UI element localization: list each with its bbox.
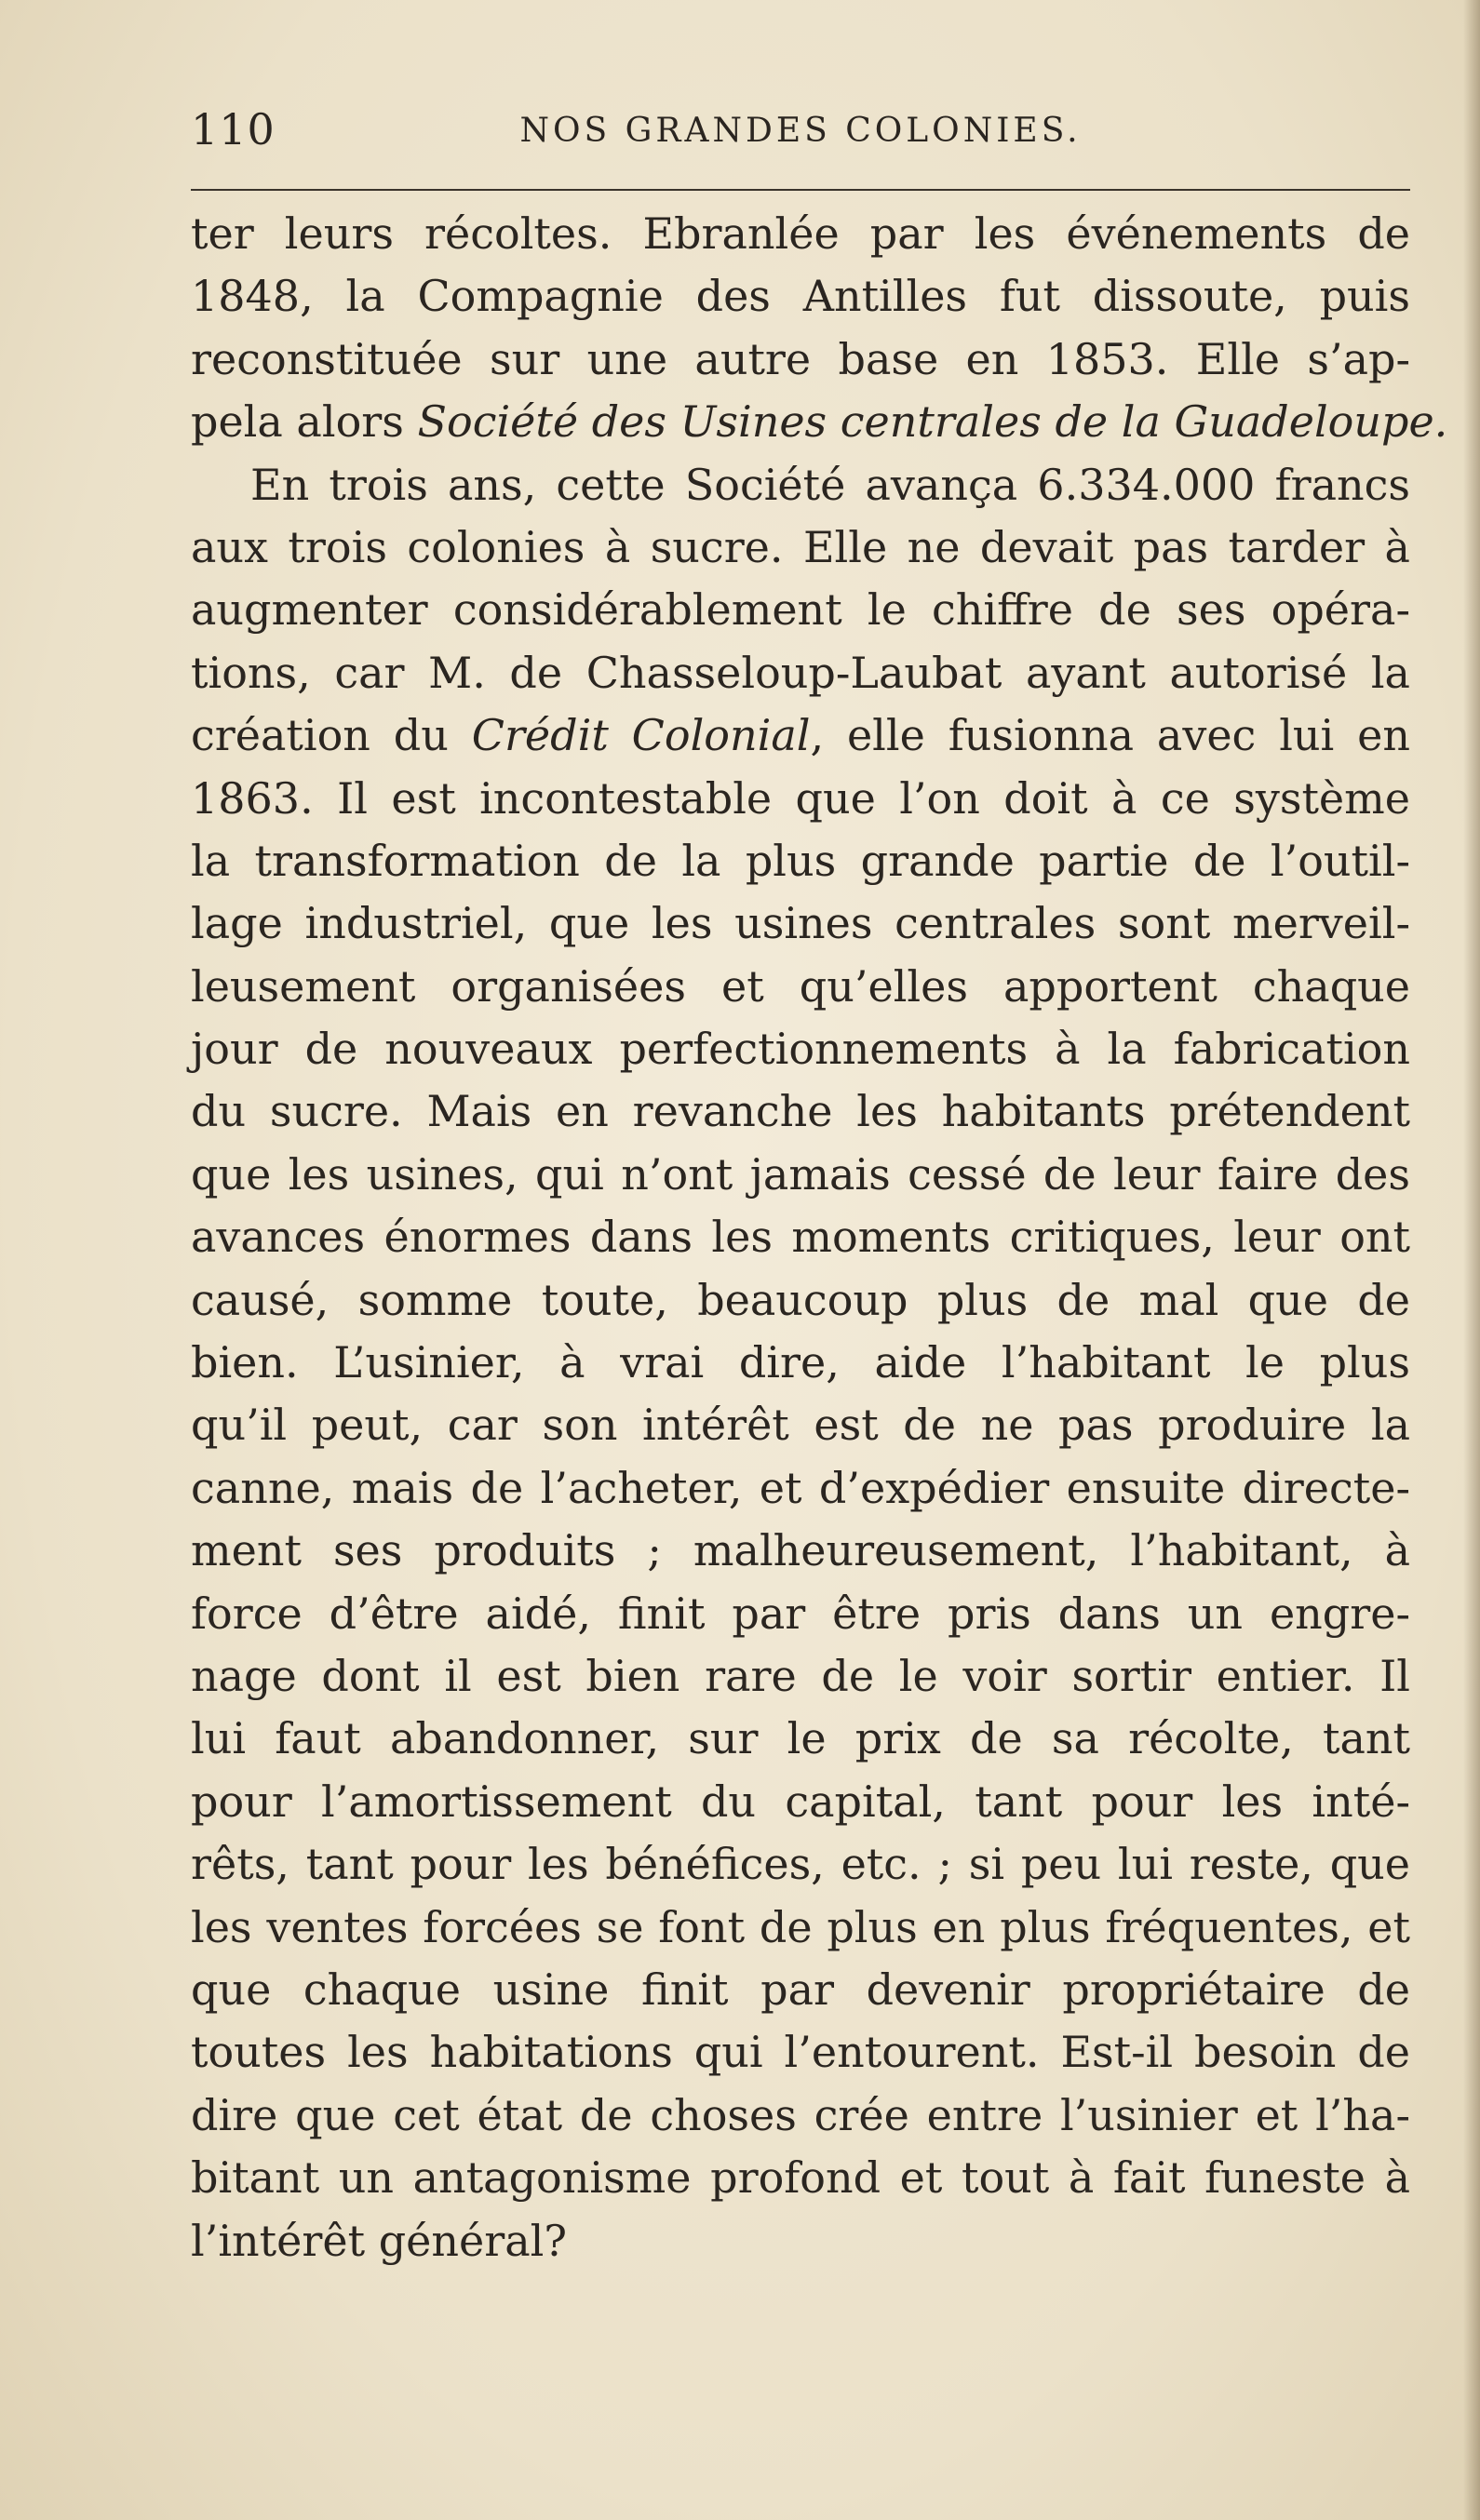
page-header: [191, 104, 1410, 160]
text-line: tions, car M. de Chasseloup-Laubat ayant autorisé la: [191, 647, 1410, 698]
text-line: ment ses produits ; malheureusement, l’habitant, à: [191, 1525, 1410, 1576]
text-line: toutes les habitations qui l’entourent. Est-il besoin de: [191, 2027, 1410, 2078]
text-line: jour de nouveaux perfectionnements à la fabrication: [191, 1024, 1410, 1075]
text-line: En trois ans, cette Société avança 6.334.000 francs: [250, 459, 1410, 510]
text-line: reconstituée sur une autre base en 1853. Elle s’ap-: [191, 333, 1410, 384]
text-line: 1848, la Compagnie des Antilles fut dissoute, puis: [191, 271, 1410, 322]
text-line: ter leurs récoltes. Ebranlée par les événements de: [191, 208, 1410, 259]
text-line: nage dont il est bien rare de le voir sortir entier. Il: [191, 1650, 1410, 1701]
running-title: NOS GRANDES COLONIES.: [519, 112, 1082, 150]
body-text: [191, 203, 1448, 2272]
header-rule: [191, 189, 1410, 191]
text-line: aux trois colonies à sucre. Elle ne devait pas tarder à: [191, 521, 1410, 572]
text-line: que les usines, qui n’ont jamais cessé de leur faire des: [191, 1148, 1410, 1200]
text-line: avances énormes dans les moments critiques, leur ont: [191, 1212, 1410, 1263]
text-line: lui faut abandonner, sur le prix de sa récolte, tant: [191, 1713, 1410, 1764]
text-line: dire que cet état de choses crée entre l’usinier et l’ha-: [191, 2089, 1410, 2140]
page-number: 110: [191, 104, 276, 154]
text-line: 1863. Il est incontestable que l’on doit à ce système: [191, 772, 1410, 824]
text-line: pour l’amortissement du capital, tant pour les inté-: [191, 1776, 1410, 1827]
text-line: la transformation de la plus grande partie de l’outil-: [191, 835, 1410, 886]
text-line: qu’il peut, car son intérêt est de ne pas produire la: [191, 1400, 1410, 1451]
text-line: que chaque usine finit par devenir propriétaire de: [191, 1964, 1410, 2015]
text-line: création du Crédit Colonial, elle fusionna avec lui en: [191, 710, 1410, 761]
italic-title: Crédit Colonial: [471, 710, 811, 761]
text-line: pela alors Société des Usines centrales de la Guadeloupe.: [191, 396, 1448, 448]
text-line: canne, mais de l’acheter, et d’expédier ensuite directe-: [191, 1462, 1410, 1513]
text-line: bien. L’usinier, à vrai dire, aide l’habitant le plus: [191, 1337, 1410, 1388]
text-line: augmenter considérablement le chiffre de ses opéra-: [191, 584, 1410, 636]
text-line: force d’être aidé, finit par être pris dans un engre-: [191, 1588, 1410, 1639]
text-line: les ventes forcées se font de plus en plus fréquentes, et: [191, 1901, 1410, 1952]
italic-title: Société des Usines centrales de la Guadeloupe.: [417, 396, 1448, 448]
text-line: l’intérêt général?: [191, 2215, 568, 2266]
text-line: bitant un antagonisme profond et tout à fait funeste à: [191, 2152, 1410, 2204]
text-line: lage industriel, que les usines centrales sont merveil-: [191, 898, 1410, 949]
text-line: causé, somme toute, beaucoup plus de mal que de: [191, 1274, 1410, 1325]
text-line: rêts, tant pour les bénéfices, etc. ; si peu lui reste, que: [191, 1839, 1410, 1890]
text-line: du sucre. Mais en revanche les habitants prétendent: [191, 1086, 1410, 1137]
text-line: leusement organisées et qu’elles apportent chaque: [191, 960, 1410, 1012]
